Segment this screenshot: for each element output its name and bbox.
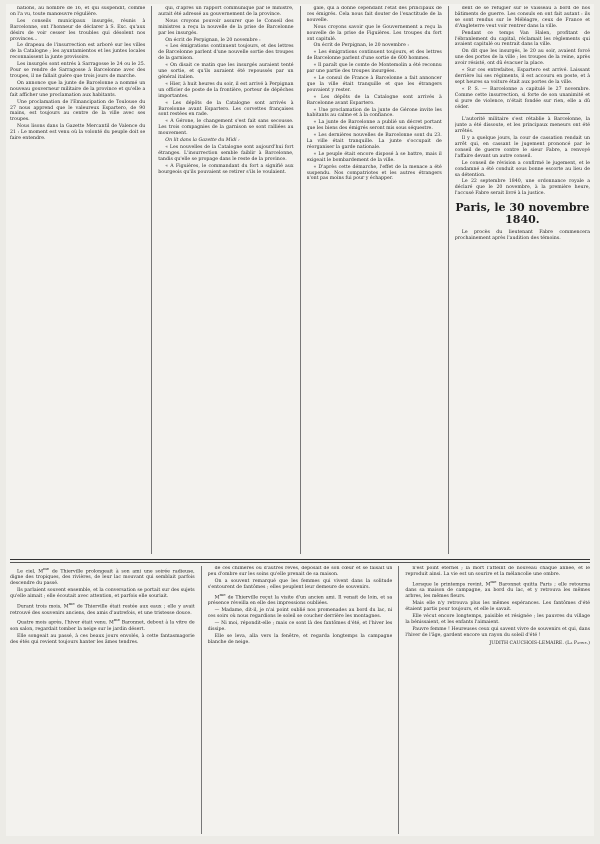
column-divider: [300, 6, 301, 554]
feuilleton-paragraph: n'est point éternel ; la mort l'atteint de nouveau chaque année, et le reproduit ainsi. La vie est un sourire et la mélancolie une ombre.: [405, 566, 591, 577]
article-paragraph: Les insurgés sont entrés à Sarragosse le 24 ou le 25. Pour se rendre de Sarragosse à Barcelonne avec des troupes, il ne fallait guère que trois jours de marche.: [10, 62, 146, 79]
feuilleton-paragraph: Mais elle n'y retrouva plus les mêmes espérances. Les fantômes d'été étaient partis pour toujours, et elle le savait.: [405, 601, 591, 612]
article-paragraph: Nous croyons pouvoir assurer que le Conseil des ministres a reçu la nouvelle de la prise de Barcelonne par les insurgés.: [158, 18, 294, 36]
article-paragraph: « La junte de Barcelonne a publié un décret portant que les biens des émigrés seront mis sous séquestre.: [306, 120, 442, 132]
feuilleton-rule: [10, 559, 590, 563]
feuilleton-paragraph: Ils parlaient souvent ensemble, et la conversation se portait sur des sujets qu'elle aimait ; elle écoutait avec attention, et parfois elle souriait.: [10, 588, 195, 600]
column-divider: [398, 566, 399, 834]
top-section: [10, 6, 590, 554]
feuilleton-column-3: [405, 566, 590, 834]
feuilleton-paragraph: Lorsque le printemps revint, $M^{me}$ Baronnet quitta Paris ; elle retourna dans sa maison de campagne, au bord du lac, et y retrouva les mêmes arbres, les mêmes fleurs.: [405, 578, 591, 600]
article-paragraph: « Une proclamation de la junte de Gérone invite les habitants au calme et à la confiance.: [306, 107, 442, 119]
article-paragraph: Le conseil de révision a confirmé le jugement, et le condamné a été conduit sous bonne escorte au lieu de sa détention.: [454, 160, 590, 178]
article-paragraph: gale, qui a donné cependant l'état des principaux de ces émigrés. Cela nous fait douter de l'exactitude de la nouvelle.: [306, 6, 442, 23]
article-paragraph: « A Figuières, le commandant du fort a signifié aux bourgeois qu'ils pouvaient se retirer s'ils le voulaient.: [158, 163, 294, 175]
article-paragraph: « A Gérone, le changement s'est fait sans secousse. Les trois compagnies de la garnison se sont ralliées au mouvement.: [158, 119, 294, 137]
article-paragraph: « Le consul de France à Barcelonne a fait annoncer que la ville était tranquille et que les étrangers pouvaient y rester.: [306, 75, 442, 93]
article-paragraph: « Sur ces entrefaites, Espartero est arrivé. Laissant derrière lui ses régiments, il est accouru en poste, et à sept heures sa voiture était aux portes de la ville.: [454, 68, 590, 85]
article-paragraph: « Les nouvelles de la Catalogne sont aujourd'hui fort étranges. L'insurrection semble faiblir à Barcelonne, tandis qu'elle se propage dans le reste de la province.: [158, 144, 294, 162]
feuilleton-paragraph: Pauvre femme ! Heureuses ceux qui savent vivre de souvenirs et qui, dans l'hiver de l'âge, gardent encore un rayon du soleil d'été !: [405, 626, 591, 638]
article-paragraph: Le procès du lieutenant Fabre commencera prochainement après l'audition des témoins.: [454, 230, 590, 242]
feuilleton-column-2: [208, 566, 393, 834]
article-paragraph: « On disait ce matin que les insurgés auraient tenté une sortie, et qu'ils auraient été repoussés par un général italien.: [158, 63, 294, 80]
column-4: [455, 6, 590, 554]
column-divider: [448, 6, 449, 554]
article-paragraph: Nous croyons savoir que le Gouvernement a reçu la nouvelle de la prise de Figuières. Les troupes du fort ont capitulé.: [306, 24, 442, 42]
feuilleton-paragraph: Durant trois mois, $M^{me}$ de Thierville était restée aux eaux ; elle y avait retrouvé des souvenirs anciens, des amis d'autrefois, et une tristesse douce.: [10, 601, 195, 616]
feuilleton-section: [10, 566, 590, 834]
feuilleton-column-1: [10, 566, 195, 834]
feuilleton-paragraph: — Ni moi, répondit-elle ; mais ce sont là des fantômes d'été, et l'hiver les dissipe.: [207, 620, 393, 632]
article-paragraph: Pendant ce temps Van Halen, profitant de l'ébranlement du capital, réclamait les règlements qui avaient capitulé ou rentrait dans la ville.: [454, 30, 590, 48]
article-paragraph: Une proclamation de l'Emancipation de Toulouse du 27 nous apprend que le valeureux Espartero, de 90 mains, est toujours au centre de la ville avec ses troupes.: [10, 99, 146, 123]
feuilleton-paragraph: Elle songeait au passé, à ces beaux jours envolés, à cette fantasmagorie des étés qui revient toujours hanter les âmes tendres.: [10, 633, 195, 645]
article-paragraph: Le drapeau de l'insurrection est arboré sur les villes de la Catalogne ; les ayuntamientos et les juntes locales reconnaissent la junte provisoire.: [10, 43, 146, 61]
article-paragraph: « Il paraît que le comte de Montemolin a été reconnu par une partie des troupes insurgées.: [306, 63, 442, 75]
article-paragraph: L'autorité militaire s'est rétablie à Barcelonne, la junte a été dissoute, et les principaux meneurs ont été arrêtés.: [454, 117, 590, 135]
article-paragraph: « Les émigrations continuent toujours, et des lettres de Barcelonne parlent d'une sortie de 600 hommes.: [306, 50, 442, 62]
article-paragraph: On dit que les insurgés, le 20 au soir, avaient forcé une des portes de la ville ; les troupes de la reine, après avoir résisté, ont dû évacuer la place.: [454, 49, 590, 67]
article-paragraph: « Les dépôts de la Catalogne sont arrivés à Barcelonne avant Espartero.: [306, 94, 442, 106]
article-paragraph: « Les émigrations continuent toujours, et des lettres de Barcelonne parlent d'une nouvelle sortie des troupes de la garnison.: [158, 44, 294, 62]
article-paragraph: qui, d'après un rapport communiqué par le ministre, aurait été adressé au gouvernement de la province.: [158, 6, 294, 17]
article-paragraph: nations, au nombre de 16, et qui suspendit, comme on l'a vu, toute manœuvre régulière.: [10, 6, 146, 17]
article-paragraph: Le 22 septembre 1840, une ordonnance royale a déclaré que le 20 novembre, à la première heure, l'accusé Fabre serait livré à la justice.: [454, 179, 590, 197]
article-paragraph: dent de se réfugier sur le vaisseau à bord de nos bâtiments de guerre. Les consuls en ont fait autant : ils se sont rendus sur le Méléagre, ceux de France et d'Angleterre veut voir rentrer dans la ville.: [454, 6, 590, 29]
feuilleton-paragraph: Le ciel, $M^{me}$ de Thierville prolongeait à son ami une soirée radieuse, digne des tropiques, des rivières, de leur lac mouvant qui semblait parfois descendre du passé.: [10, 566, 195, 587]
article-paragraph: « D'après cette démarche, l'effet de la menace a été suspendu. Nos compatriotes et les autres étrangers n'ont pas moins fui pour y échapper.: [306, 164, 442, 182]
article-paragraph: « Hier, à huit heures du soir, il est arrivé à Perpignan un officier de poste de la frontière, porteur de dépêches importantes.: [158, 81, 294, 99]
article-paragraph: « Les dépôts de la Catalogne sont arrivés à Barcelonne avant Espartero. Les corvettes françaises sont restées en rade.: [158, 100, 294, 118]
article-paragraph: On écrit de Perpignan, le 20 novembre :: [313, 43, 409, 49]
article-paragraph: Nous lisons dans la Gazette Mercantil de Valence du 21 : Le moment est venu où la volonté du peuple doit se faire entendre.: [10, 124, 146, 142]
article-paragraph: Il y a quelque jours, la cour de cassation rendait un arrêt qui, en cassant le jugement prononcé par le conseil de guerre contre le sieur Fabre, a renvoyé l'affaire devant un autre conseil.: [454, 136, 590, 159]
feuilleton-paragraph: $M^{me}$ de Thierville reçut la visite d'un ancien ami. Il venait de loin, et sa présence réveilla en elle des impressions oubliées.: [207, 591, 393, 607]
article-paragraph: On annonce que la junte de Barcelonne a nommé un nouveau gouverneur militaire de la province et qu'elle a fait afficher une proclamation aux habitants.: [10, 80, 146, 98]
column-divider: [151, 6, 152, 554]
article-paragraph: On écrit de Perpignan, le 20 novembre :: [165, 37, 261, 43]
column-divider: [201, 566, 202, 834]
column-3: [307, 6, 442, 554]
dateline: Paris, le 30 novembre 1840.: [455, 201, 590, 227]
article-paragraph: « P. S. — Barcelonne a capitulé le 27 novembre. Comme cette insurrection, si forte de son unanimité et si pure de violence, n'était fondée sur rien, elle a dû céder.: [454, 86, 590, 110]
article-paragraph: « Le peuple était encore disposé à se battre, mais il exigeait le bombardement de la ville.: [306, 151, 442, 163]
column-2: [158, 6, 293, 554]
feuilleton-paragraph: Quatre mois après, l'hiver était venu. $M^{me}$ Baronnet, debout à la vitre de son salon, regardait tomber la neige sur le jardin désert.: [10, 617, 195, 632]
feuilleton-paragraph: — Madame, dit-il, je n'ai point oublié nos promenades au bord du lac, ni ces soirs où nous regardions le soleil se coucher derrière les montagnes.: [207, 608, 393, 619]
author-signature: JUDITH CAUCHOIS-LEMAIRE. (La Patrie.): [489, 640, 591, 646]
feuilleton-paragraph: Elle se leva, alla vers la fenêtre, et regarda longtemps la campagne blanche de neige.: [207, 633, 393, 645]
newspaper-page: [6, 4, 594, 836]
feuilleton-paragraph: de ces chimères ou d'autres rêves, déposait de son cœur et se faisait un peu d'ombre sur les soins qu'elle prenait de sa maison.: [207, 566, 393, 577]
feuilleton-paragraph: Elle vécut encore longtemps, paisible et résignée ; les pauvres du village la bénissaient, et les enfants l'aimaient.: [405, 613, 591, 625]
column-1: [10, 6, 145, 554]
feuilleton-paragraph: On a souvent remarqué que les femmes qui vivent dans la solitude s'entourent de fantômes ; elles peuplent leur demeure de souvenirs.: [207, 578, 393, 590]
section-heading: On lit dans la Gazette du Midi :: [165, 138, 240, 144]
article-paragraph: « Les dernières nouvelles de Barcelonne sont du 23. La ville était tranquille. La junte s'occupait de réorganiser la garde nationale.: [306, 133, 442, 150]
article-paragraph: Les conseils municipaux insurgés, réunis à Barcelonne, ont l'honneur de déclarer à S. Exc. qu'aux désirs de voir cesser les troubles qui désolent nos provinces...: [10, 18, 146, 42]
separator-rule: [475, 113, 570, 114]
